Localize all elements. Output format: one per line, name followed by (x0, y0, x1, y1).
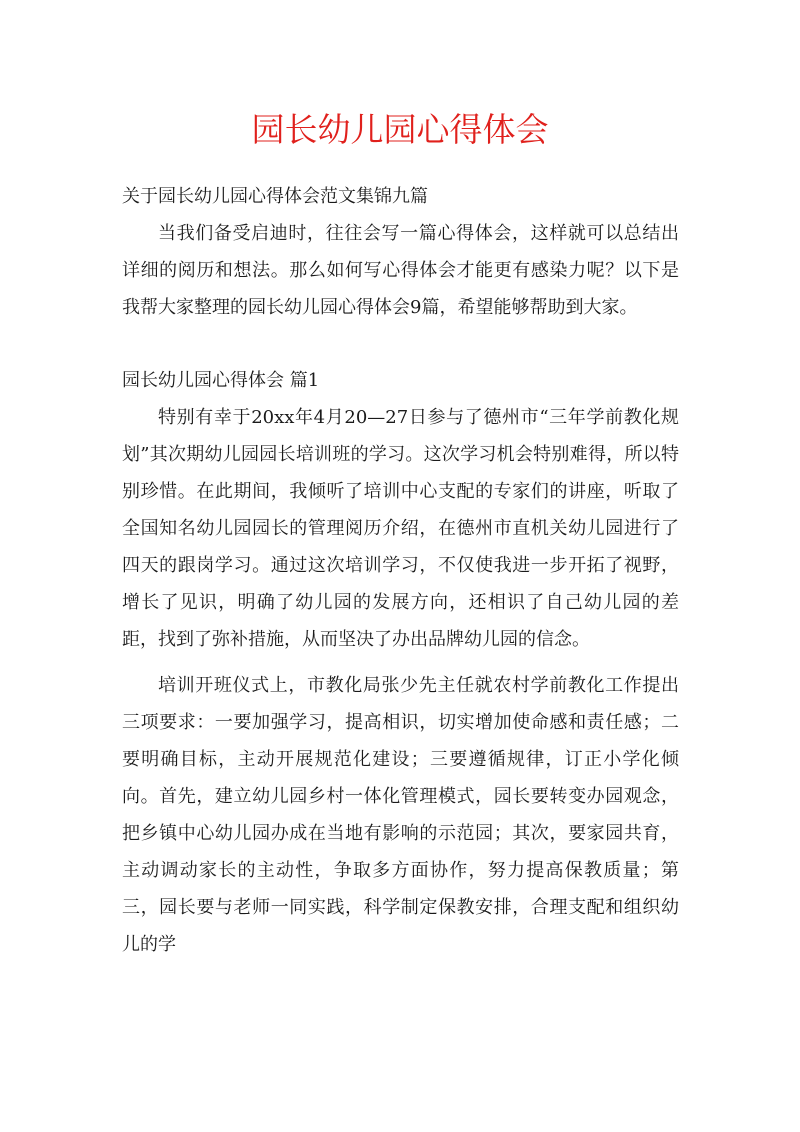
intro-paragraph: 当我们备受启迪时，往往会写一篇心得体会，这样就可以总结出详细的阅历和想法。那么如何写心得体会才能更有感染力呢？以下是我帮大家整理的园长幼儿园心得体会9篇，希望能够帮助到大家。 (122, 223, 679, 318)
document-subtitle: 关于园长幼儿园心得体会范文集锦九篇 (122, 186, 428, 207)
document-title: 园长幼儿园心得体会 (251, 110, 549, 149)
body-paragraph-2: 培训开班仪式上，市教化局张少先主任就农村学前教化工作提出三项要求：一要加强学习，提高相识，切实增加使命感和责任感；二要明确目标，主动开展规范化建设；三要遵循规律，订正小学化倾向。首先，建立幼儿园乡村一体化管理模式，园长要转变办园观念，把乡镇中心幼儿园办成在当地有影响的示范园；其次，要家园共育，主动调动家长的主动性，争取多方面协作，努力提高保教质量；第三，园长要与老师一同实践，科学制定保教安排，合理支配和组织幼儿的学 (122, 675, 679, 955)
body-paragraph-1: 特别有幸于20xx年4月20—27日参与了德州市“三年学前教化规划”其次期幼儿园园长培训班的学习。这次学习机会特别难得，所以特别珍惜。在此期间，我倾听了培训中心支配的专家们的讲座，听取了全国知名幼儿园园长的管理阅历介绍，在德州市直机关幼儿园进行了四天的跟岗学习。通过这次培训学习，不仅使我进一步开拓了视野，增长了见识，明确了幼儿园的发展方向，还相识了自己幼儿园的差距，找到了弥补措施，从而坚决了办出品牌幼儿园的信念。 (122, 407, 679, 650)
section-heading: 园长幼儿园心得体会 篇1 (122, 370, 320, 391)
document-body (122, 178, 679, 963)
